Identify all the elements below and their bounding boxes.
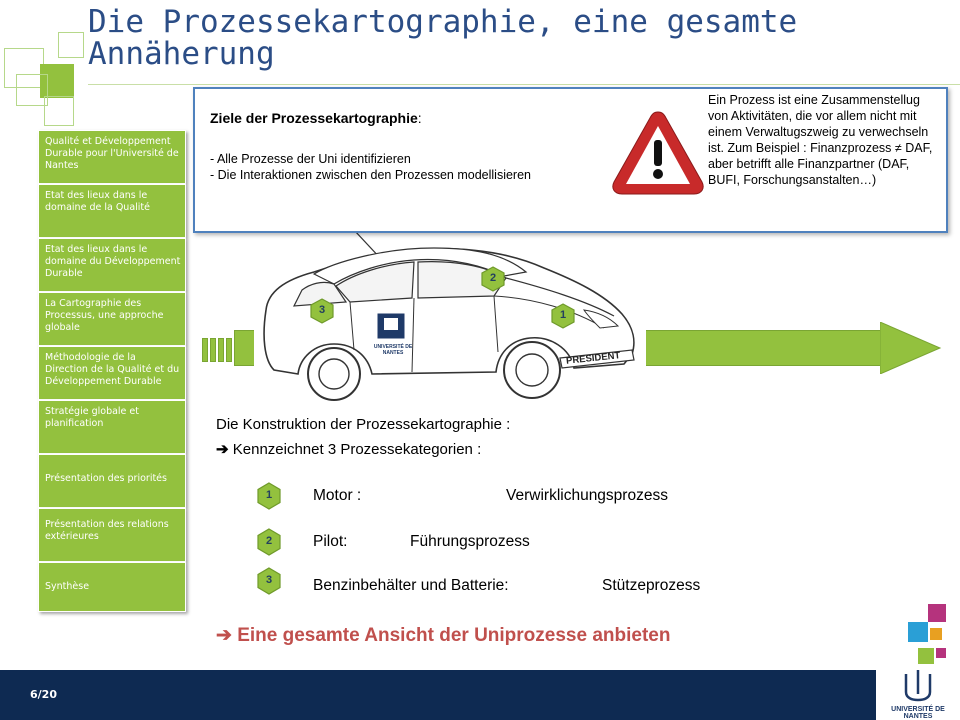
- sidebar-item-label: Etat des lieux dans le domaine du Développement Durable: [45, 244, 181, 279]
- sidebar-item-strategie[interactable]: [38, 400, 186, 454]
- sidebar-item-qualite-dd[interactable]: [38, 130, 186, 184]
- category-badge-3-label: 3: [265, 574, 273, 586]
- warning-icon: [610, 108, 706, 196]
- title-divider: [88, 84, 960, 85]
- arrow-right-icon: ➔: [216, 625, 232, 646]
- arrow-head-icon: [880, 322, 942, 374]
- footer-bar: [0, 670, 960, 720]
- goals-line-2: - Die Interaktionen zwischen den Prozessen modellisieren: [210, 168, 531, 182]
- decorative-square: [936, 648, 946, 658]
- category-1-type: Verwirklichungsprozess: [506, 487, 668, 504]
- page-title-line2: Annäherung: [88, 36, 275, 72]
- page-number: 6/20: [30, 688, 57, 701]
- car-badge-3-label: 3: [318, 304, 326, 316]
- sidebar-item-label: La Cartographie des Processus, une approche globale: [45, 298, 164, 333]
- sidebar-item-etat-dd[interactable]: [38, 238, 186, 292]
- car-badge-1-label: 1: [559, 309, 567, 321]
- page-title-line1: Die Prozessekartographie, eine gesamte: [88, 4, 798, 40]
- arrow-stripe: [226, 338, 232, 362]
- arrow-stripe: [202, 338, 208, 362]
- goals-title-suffix: :: [417, 110, 422, 126]
- decorative-square: [930, 628, 942, 640]
- warning-text: Ein Prozess ist eine Zusammenstellug von Aktivitäten, die vor allem nicht mit einem Verwaltugszweig zu verwechseln ist. Zum Beispiel : Finanzprozess ≠ DAF, aber betrifft alle Finanzpartner (DAF, BUFI, Forschungsanstalten…): [708, 93, 933, 187]
- sidebar-item-etat-qualite[interactable]: [38, 184, 186, 238]
- goals-title-text: Ziele der Prozessekartographie: [210, 110, 418, 126]
- sidebar-item-label: Présentation des priorités: [45, 473, 167, 484]
- category-3-type: Stützeprozess: [602, 577, 701, 594]
- sidebar-item-label: Présentation des relations extérieures: [45, 519, 169, 542]
- sidebar-item-label: Etat des lieux dans le domaine de la Qualité: [45, 190, 150, 213]
- sidebar-item-label: Méthodologie de la Direction de la Qualité et du Développement Durable: [45, 352, 180, 387]
- category-1-name: Motor :: [313, 487, 362, 504]
- car-door-logo-text: UNIVERSITÉ DE NANTES: [373, 344, 413, 356]
- category-3-name: Benzinbehälter und Batterie:: [313, 577, 509, 594]
- construction-line-2: [216, 440, 481, 458]
- sidebar-item-synthese[interactable]: [38, 562, 186, 612]
- category-2-name: Pilot:: [313, 533, 348, 550]
- conclusion: [216, 624, 670, 647]
- sidebar-item-label: Synthèse: [45, 581, 90, 592]
- sidebar-item-methodologie[interactable]: [38, 346, 186, 400]
- goals-line-1: - Alle Prozesse der Uni identifizieren: [210, 152, 411, 166]
- sidebar-item-cartographie[interactable]: [38, 292, 186, 346]
- construction-line-2-text: Kennzeichnet 3 Prozessekategorien :: [232, 441, 482, 458]
- construction-line-1: Die Konstruktion der Prozessekartographie :: [216, 416, 511, 433]
- decorative-square: [44, 96, 74, 126]
- sidebar-item-label: Stratégie globale et planification: [45, 406, 139, 429]
- sidebar-item-priorites[interactable]: [38, 454, 186, 508]
- university-logo: [876, 668, 960, 720]
- category-badge-1-label: 1: [265, 489, 273, 501]
- arrow-stripe: [218, 338, 224, 362]
- arrow-stripe: [210, 338, 216, 362]
- sidebar-item-label: Qualité et Développement Durable pour l'Université de Nantes: [45, 136, 179, 171]
- car-badge-2-label: 2: [489, 272, 497, 284]
- car-plate-text: PRESIDENT: [565, 350, 621, 367]
- page-title: [88, 6, 848, 70]
- university-logo-text: UNIVERSITÉ DE NANTES: [891, 706, 945, 720]
- conclusion-text: Eine gesamte Ansicht der Uniprozesse anbieten: [237, 625, 671, 646]
- university-logo-icon: [876, 668, 960, 704]
- decorative-square: [928, 604, 946, 622]
- category-2-type: Führungsprozess: [410, 533, 530, 550]
- sidebar-item-relations[interactable]: [38, 508, 186, 562]
- decorative-square: [918, 648, 934, 664]
- arrow-right-icon: ➔: [216, 441, 229, 458]
- goals-title: [210, 110, 422, 126]
- decorative-square: [908, 622, 928, 642]
- decorative-square: [58, 32, 84, 58]
- category-badge-2-label: 2: [265, 535, 273, 547]
